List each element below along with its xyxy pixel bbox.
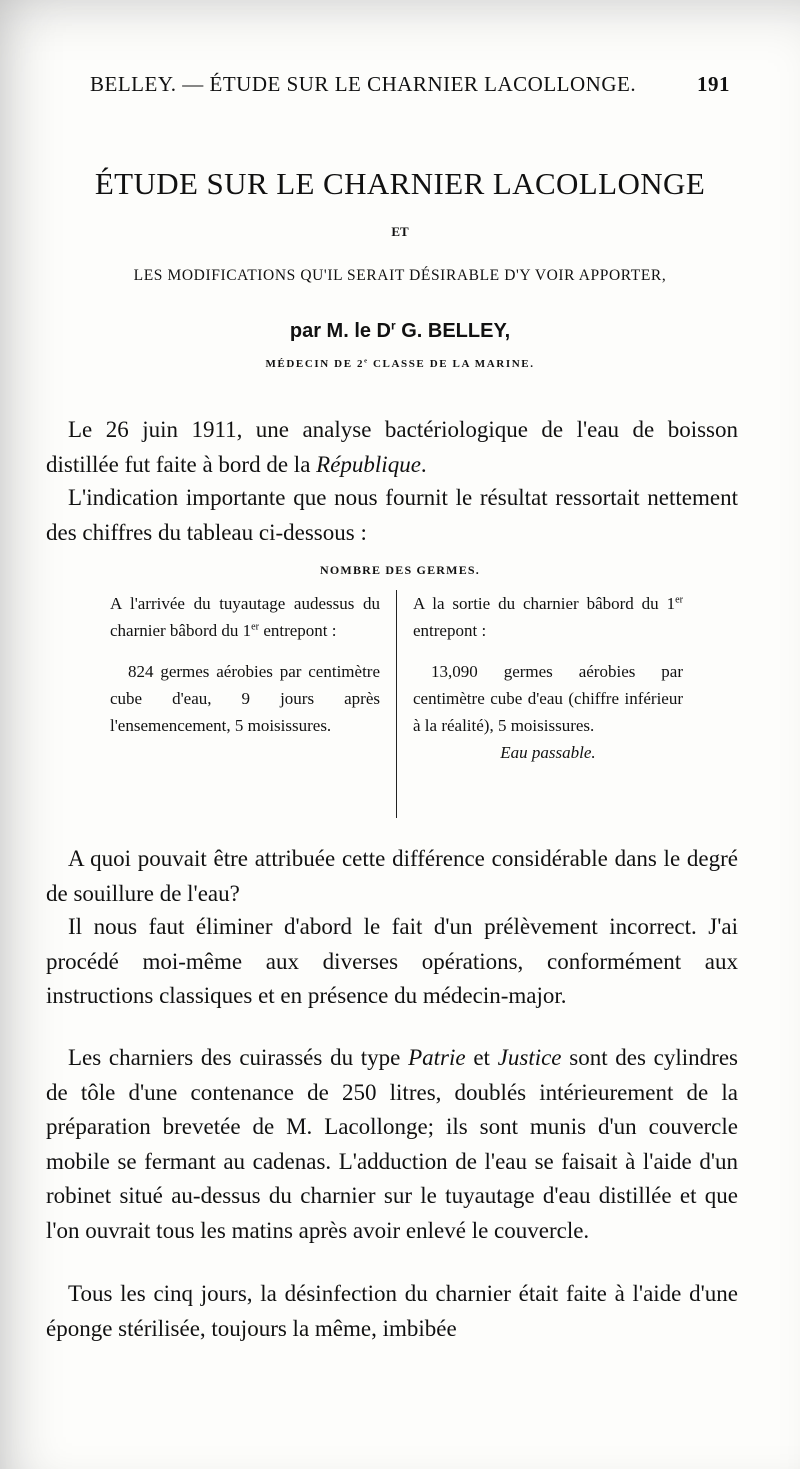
exit-heading <box>413 590 683 644</box>
title-conjunction: ET <box>391 224 409 239</box>
author-role-a: MÉDECIN DE 2 <box>265 358 365 370</box>
author-line <box>0 320 800 343</box>
article-subtitle: LES MODIFICATIONS QU'IL SERAIT DÉSIRABLE D'Y VOIR APPORTER, <box>133 267 667 284</box>
ship-type-patrie: Patrie <box>408 1045 466 1070</box>
running-header <box>90 72 730 97</box>
table-column-exit <box>396 590 683 818</box>
arrival-heading-text: A l'arrivée du tuyautage audessus du charnier bâbord du 1 <box>110 594 380 640</box>
ship-name-republique: République <box>316 451 421 477</box>
author-role-sup: e <box>364 357 369 365</box>
arrival-heading <box>110 590 380 644</box>
exit-verdict: Eau passable. <box>500 743 596 762</box>
arrival-result: 824 germes aérobies par centimètre cube d'eau, 9 jours après l'ensemencement, 5 moisissures. <box>110 662 380 735</box>
exit-heading-end: entrepont : <box>413 621 487 640</box>
paragraph-5-text: Les charniers des cuirassés du type <box>68 1045 409 1070</box>
author-role <box>0 358 800 370</box>
table-column-arrival <box>110 590 396 818</box>
paragraph-5 <box>46 1041 738 1248</box>
paragraph-1 <box>46 413 738 482</box>
article-title: ÉTUDE SUR LE CHARNIER LACOLLONGE <box>94 166 706 201</box>
paragraph-3: A quoi pouvait être attribuée cette différence considérable dans le degré de souillure de l'eau? <box>46 846 738 906</box>
ship-type-justice: Justice <box>497 1045 562 1070</box>
paragraph-1-text: Le 26 juin 1911, une analyse bactériologique de l'eau de boisson distillée fut faite à bord de la <box>46 417 738 477</box>
germ-count-table <box>110 590 694 818</box>
paragraph-6: Tous les cinq jours, la désinfection du charnier était faite à l'aide d'une éponge stérilisée, toujours la même, imbibée <box>46 1281 738 1341</box>
author-role-b: CLASSE DE LA MARINE. <box>368 358 535 370</box>
paragraph-4: Il nous faut éliminer d'abord le fait d'un prélèvement incorrect. J'ai procédé moi-même aux diverses opérations, conformément aux instructions classiques et en présence du médecin-major. <box>46 914 738 1008</box>
paragraph-5-rest: sont des cylindres de tôle d'une contenance de 250 litres, doublés intérieurement de la préparation brevetée de M. Lacollonge; ils sont munis d'un couvercle mobile se fermant au cadenas. L'adduction de l'eau se faisait à l'aide d'un robinet situé au-dessus du charnier sur le tuyautage d'eau distillée et que l'on ouvrait tous les matins après avoir enlevé le couvercle. <box>46 1045 738 1243</box>
paragraph-5-and: et <box>465 1045 498 1070</box>
table-heading: NOMBRE DES GERMES. <box>320 563 480 577</box>
arrival-heading-end: entrepont : <box>259 621 337 640</box>
exit-result: 13,090 germes aérobies par centimètre cube d'eau (chiffre inférieur à la réalité), 5 moisissures. <box>413 662 683 735</box>
arrival-heading-sup: er <box>251 621 260 633</box>
page-number: 191 <box>697 72 730 96</box>
author-prefix: par M. le D <box>289 320 391 342</box>
exit-heading-text: A la sortie du charnier bâbord du 1 <box>413 594 676 613</box>
paragraph-1-end: . <box>420 451 427 477</box>
running-title: BELLEY. — ÉTUDE SUR LE CHARNIER LACOLLONGE. <box>90 72 637 96</box>
author-name: G. BELLEY, <box>395 320 511 342</box>
paragraph-2: L'indication importante que nous fournit le résultat ressortait nettement des chiffres du tableau ci-dessous : <box>46 485 738 545</box>
author-prefix-sup: r <box>391 318 396 333</box>
exit-heading-sup: er <box>675 594 683 606</box>
